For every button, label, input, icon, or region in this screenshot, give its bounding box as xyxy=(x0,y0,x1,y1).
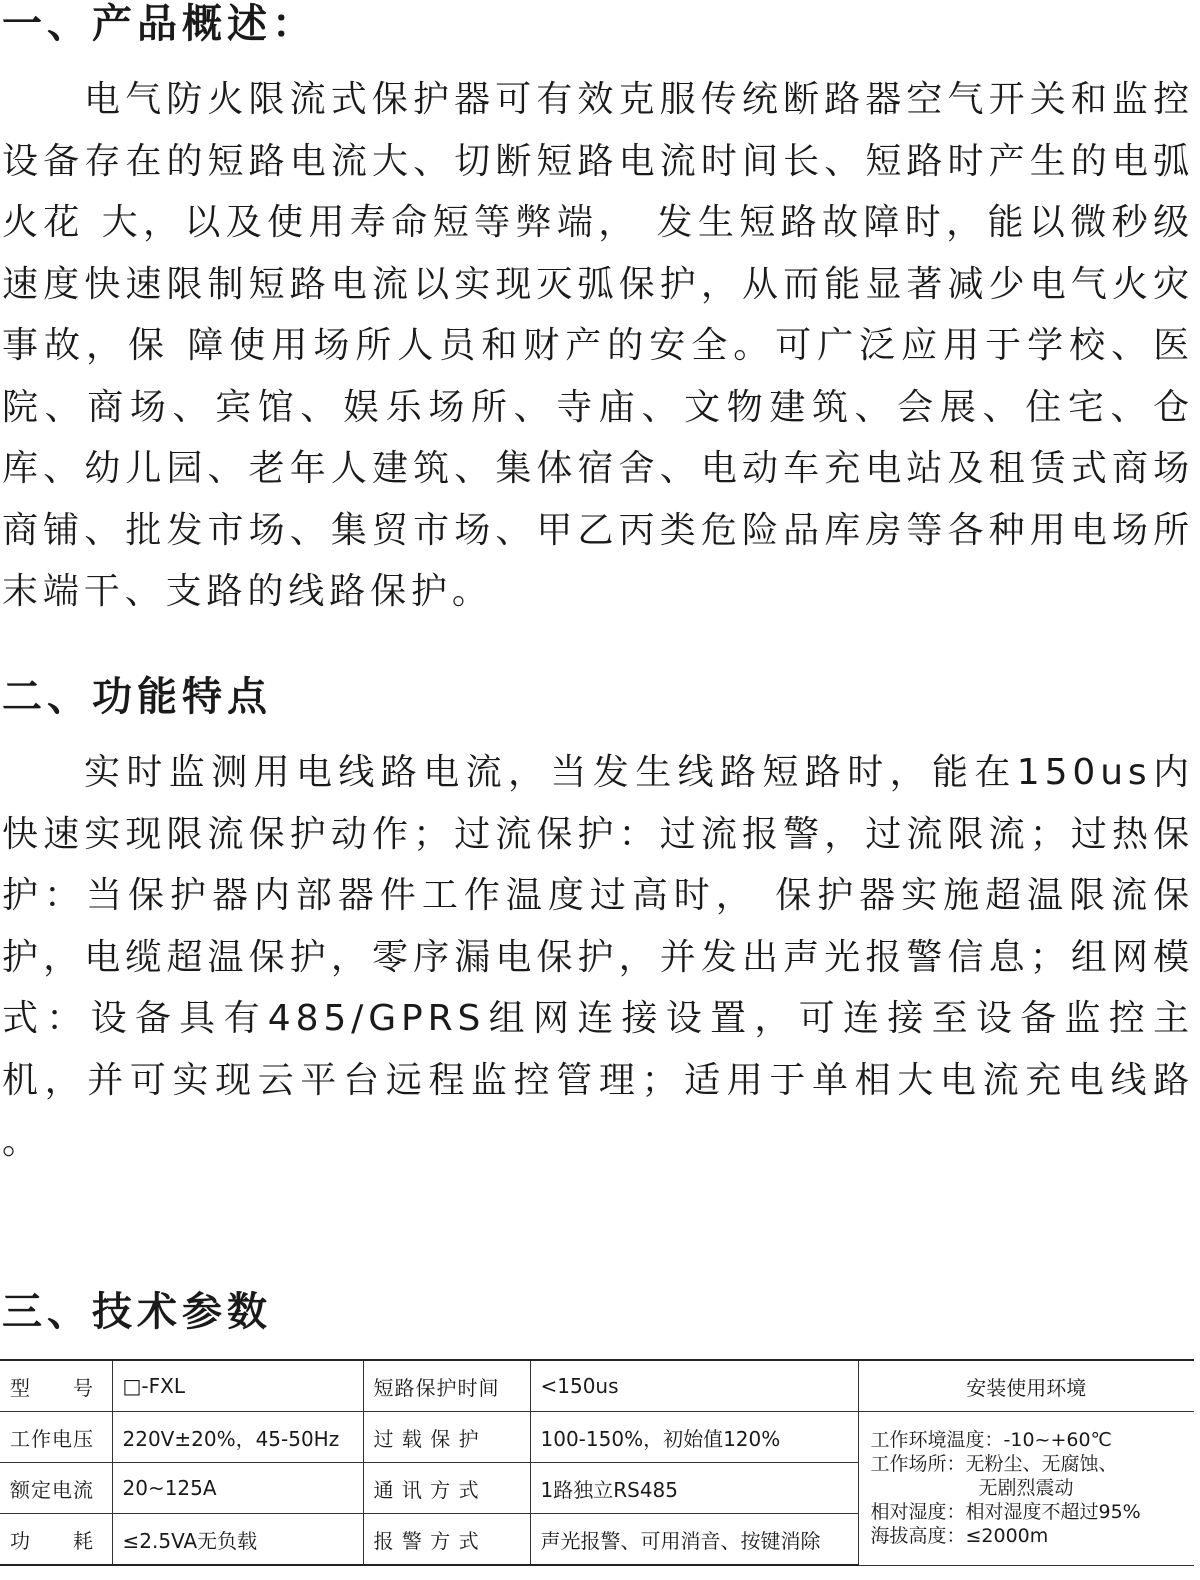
table-row xyxy=(0,1412,1194,1463)
spec-value-overload: 100-150%，初始值120% xyxy=(530,1412,858,1463)
section-heading-features: 二、功能特点 xyxy=(2,674,272,720)
environment-details xyxy=(858,1412,1194,1566)
spec-label-short-circuit-time: 短路保护时间 xyxy=(363,1360,530,1412)
section-heading-overview: 一、产品概述： xyxy=(2,1,317,47)
spec-value-model: □-FXL xyxy=(112,1360,363,1412)
spec-value-alarm: 声光报警、可用消音、按键消除 xyxy=(530,1514,858,1566)
section-heading-specs: 三、技术参数 xyxy=(2,1289,272,1335)
spec-value-short-circuit-time: <150us xyxy=(530,1360,858,1412)
spec-label-power: 功 耗 xyxy=(0,1514,112,1566)
spec-label-voltage: 工作电压 xyxy=(0,1412,112,1463)
spec-label-current: 额定电流 xyxy=(0,1463,112,1514)
spec-label-communication: 通 讯 方 式 xyxy=(363,1463,530,1514)
environment-place: 工作场所：无粉尘、无腐蚀、 xyxy=(870,1453,1118,1475)
environment-place-continued: 无剧烈震动 xyxy=(978,1477,1074,1499)
environment-header: 安装使用环境 xyxy=(858,1360,1194,1412)
environment-altitude: 海拔高度：≤2000m xyxy=(870,1525,1049,1547)
environment-humidity: 相对湿度：相对湿度不超过95% xyxy=(870,1501,1141,1523)
overview-paragraph: 电气防火限流式保护器可有效克服传统断路器空气开关和监控设备存在的短路电流大、切断短路电流时间长、短路时产生的电弧火花 大，以及使用寿命短等弊端， 发生短路故障时，能以微秒级速度快速限制短路电流以实现灭弧保护，从而能显著减少电气火灾事故，保 障使用场所人员和财产的安全。可广泛应用于学校、医院、商场、宾馆、娱乐场所、寺庙、文物建筑、会展、住宅、仓库、幼儿园、老年人建筑、集体宿舍、电动车充电站及租赁式商场商铺、批发市场、集贸市场、甲乙丙类危险品库房等各种用电场所末端干、支路的线路保护。 xyxy=(2,79,1194,612)
table-row xyxy=(0,1360,1194,1412)
spec-value-current: 20~125A xyxy=(112,1463,363,1514)
spec-value-power: ≤2.5VA无负载 xyxy=(112,1514,363,1566)
spec-value-voltage: 220V±20%，45-50Hz xyxy=(112,1412,363,1463)
spec-label-model: 型 号 xyxy=(0,1360,112,1412)
features-paragraph: 实时监测用电线路电流，当发生线路短路时，能在150us内快速实现限流保护动作；过流保护：过流报警，过流限流；过热保护：当保护器内部器件工作温度过高时， 保护器实施超温限流保护，电缆超温保护，零序漏电保护，并发出声光报警信息；组网模式：设备具有485/GPRS组网连接设置，可连接至设备监控主机，并可实现云平台远程监控管理；适用于单相大电流充电线路 。 xyxy=(2,752,1194,1162)
spec-table xyxy=(0,1359,1194,1566)
spec-label-alarm: 报 警 方 式 xyxy=(363,1514,530,1566)
spec-label-overload: 过 载 保 护 xyxy=(363,1412,530,1463)
environment-temperature: 工作环境温度：-10~+60℃ xyxy=(870,1429,1112,1451)
spec-value-communication: 1路独立RS485 xyxy=(530,1463,858,1514)
